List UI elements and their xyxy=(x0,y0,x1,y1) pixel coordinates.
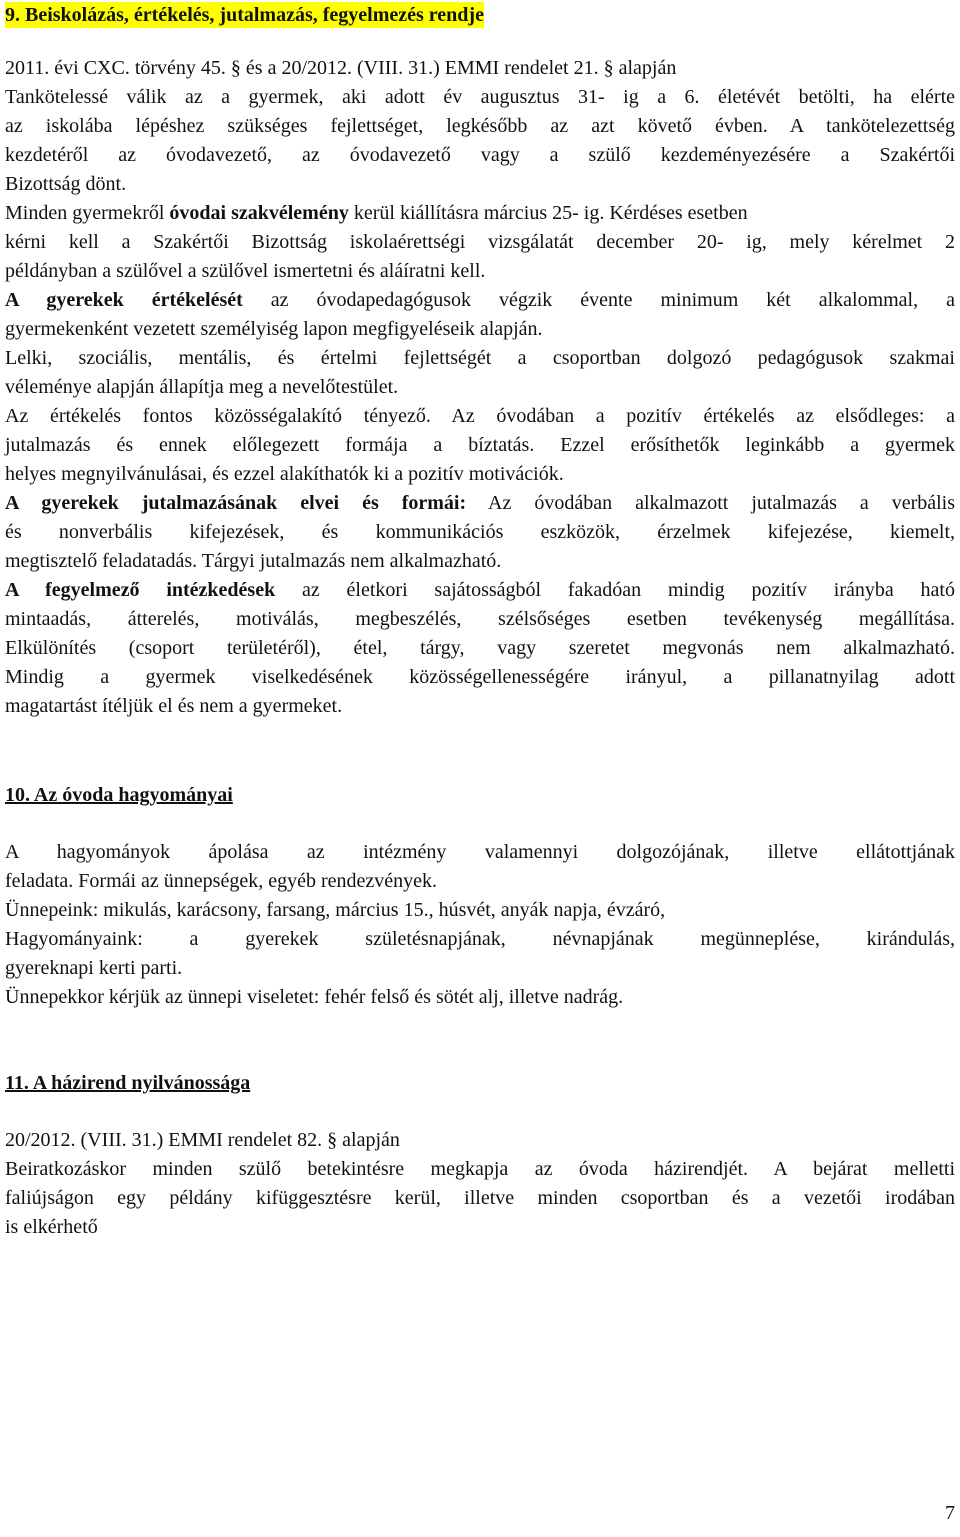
text-line: és nonverbális kifejezések, és kommunikációs eszközök, érzelmek kifejezése, kiemelt, xyxy=(5,521,955,543)
text-run: Minden gyermekről xyxy=(5,202,170,224)
text-line-ertekeles xyxy=(5,286,955,315)
bold-term: A gyerekek értékelését xyxy=(5,289,243,311)
text-run: kerül kiállításra március 25- ig. Kérdéses esetben xyxy=(348,202,748,224)
text-line: Hagyományaink: a gyerekek születésnapjának, névnapjának megünneplése, kirándulás, xyxy=(5,928,955,950)
text-line: is elkérhető xyxy=(5,1216,98,1238)
text-line-fegyelmezes xyxy=(5,576,955,605)
text-line: mintaadás, átterelés, motiválás, megbeszélés, szélsőséges esetben tevékenység megállítása. xyxy=(5,608,955,630)
text-line: magatartást ítéljük el és nem a gyermeket. xyxy=(5,695,343,717)
section-10-title: 10. Az óvoda hagyományai xyxy=(5,784,233,806)
text-line: jutalmazás és ennek előlegezett formája a bíztatás. Ezzel erősíthetők leginkább a gyermek xyxy=(5,434,955,456)
text-line: helyes megnyilvánulásai, és ezzel alakíthatók ki a pozitív motivációk. xyxy=(5,463,564,485)
text-line: Beiratkozáskor minden szülő betekintésre megkapja az óvoda házirendjét. A bejárat melletti xyxy=(5,1158,955,1180)
text-line: Az értékelés fontos közösségalakító tényező. Az óvodában a pozitív értékelés az elsődleges: a xyxy=(5,405,955,427)
text-line: Elkülönítés (csoport területéről), étel, tárgy, vagy szeretet megvonás nem alkalmazható. xyxy=(5,637,955,659)
text-line: kérni kell a Szakértői Bizottság iskolaérettségi vizsgálatát december 20- ig, mely kérelmet 2 xyxy=(5,231,955,253)
section-9-body xyxy=(5,54,955,721)
text-line-jutalmazas xyxy=(5,489,955,518)
text-line: Ünnepekkor kérjük az ünnepi viseletet: fehér felső és sötét alj, illetve nadrág. xyxy=(5,986,624,1008)
text-line: Bizottság dönt. xyxy=(5,173,127,195)
section-11-title: 11. A házirend nyilvánossága xyxy=(5,1072,251,1094)
bold-term: óvodai szakvélemény xyxy=(169,202,349,224)
text-line: Mindig a gyermek viselkedésének közösségellenességére irányul, a pillanatnyilag adott xyxy=(5,666,955,688)
text-line: Ünnepeink: mikulás, karácsony, farsang, március 15., húsvét, anyák napja, évzáró, xyxy=(5,899,666,921)
text-line: 20/2012. (VIII. 31.) EMMI rendelet 82. § alapján xyxy=(5,1129,400,1151)
page-number: 7 xyxy=(945,1502,955,1524)
text-line: példányban a szülővel a szülővel ismertetni és aláíratni kell. xyxy=(5,260,486,282)
section-11-body xyxy=(5,1126,955,1242)
text-run: Az óvodában alkalmazott jutalmazás a verbális xyxy=(466,492,956,514)
text-line: 2011. évi CXC. törvény 45. § és a 20/2012. (VIII. 31.) EMMI rendelet 21. § alapján xyxy=(5,57,677,79)
text-run: az óvodapedagógusok végzik évente minimum két alkalommal, a xyxy=(242,289,955,311)
text-line: kezdetéről az óvodavezető, az óvodavezető vagy a szülő kezdeményezésére a Szakértői xyxy=(5,144,955,166)
text-line-szakvelemeny xyxy=(5,199,955,228)
bold-term: A fegyelmező intézkedések xyxy=(5,579,276,601)
text-line: A hagyományok ápolása az intézmény valamennyi dolgozójának, illetve ellátottjának xyxy=(5,841,955,863)
text-line: megtisztelő feladatadás. Tárgyi jutalmazás nem alkalmazható. xyxy=(5,550,502,572)
section-9-title: 9. Beiskolázás, értékelés, jutalmazás, fegyelmezés rendje xyxy=(5,4,484,26)
text-line: az iskolába lépéshez szükséges fejlettséget, legkésőbb az azt követő évben. A tankötelezettség xyxy=(5,115,955,137)
section-10-body xyxy=(5,838,955,1012)
bold-term: A gyerekek jutalmazásának elvei és formái: xyxy=(5,492,467,514)
text-line: gyereknapi kerti parti. xyxy=(5,957,183,979)
text-line: Lelki, szociális, mentális, és értelmi fejlettségét a csoportban dolgozó pedagógusok szakmai xyxy=(5,347,955,369)
text-line: faliújságon egy példány kifüggesztésre kerül, illetve minden csoportban és a vezetői irodában xyxy=(5,1187,955,1209)
text-line: véleménye alapján állapítja meg a nevelőtestület. xyxy=(5,376,399,398)
text-line: gyermekenként vezetett személyiség lapon megfigyeléseik alapján. xyxy=(5,318,543,340)
text-line: feladata. Formái az ünnepségek, egyéb rendezvények. xyxy=(5,870,438,892)
text-line: Tankötelessé válik az a gyermek, aki adott év augusztus 31- ig a 6. életévét betölti, ha elérte xyxy=(5,86,955,108)
text-run: az életkori sajátosságból fakadóan mindig pozitív irányba ható xyxy=(275,579,955,601)
